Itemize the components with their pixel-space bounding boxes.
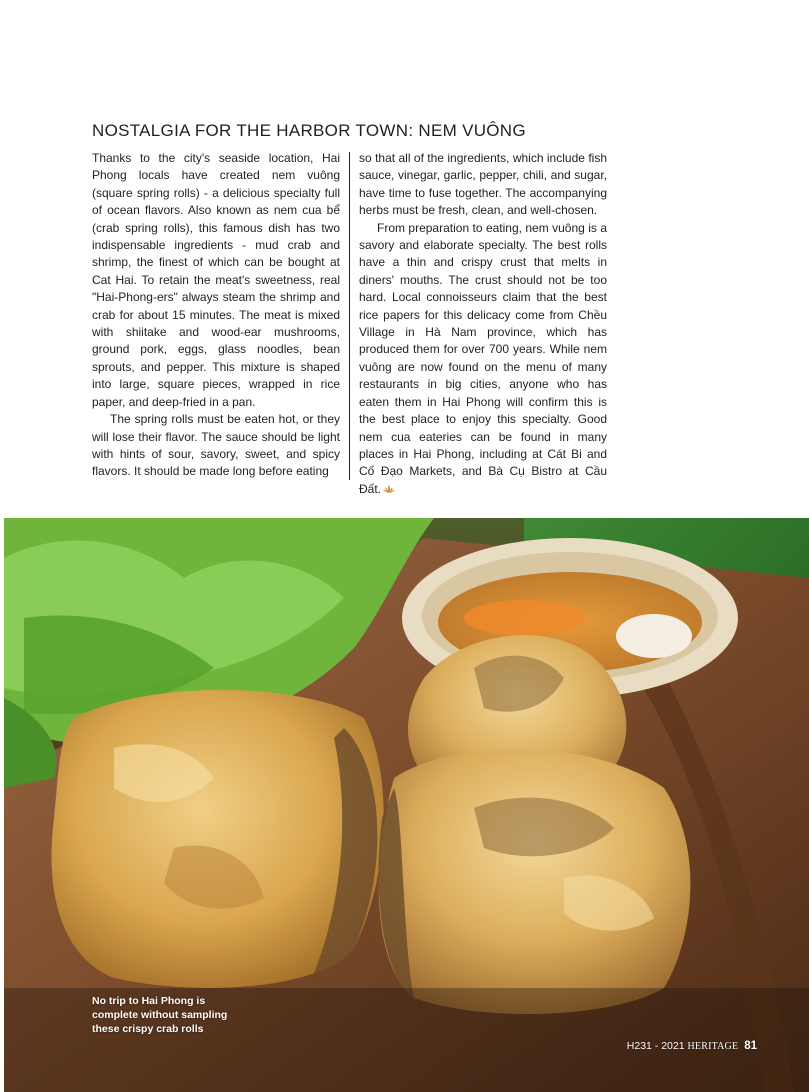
page-number: 81 bbox=[744, 1040, 757, 1052]
caption-line: these crispy crab rolls bbox=[92, 1023, 204, 1035]
paragraph: Thanks to the city's seaside location, Hai Phong locals have created nem vuông (square spring rolls) - a delicious specialty full of ocean flavors. Also known as nem cua bể (crab spring rolls), this famous dish has two indispensable ingredients - mud crab and shrimp, the finest of which can be bought at Cat Hai. To retain the meat's sweetness, real "Hai-Phong-ers" always steam the shrimp and crab for about 15 minutes. The meat is mixed with shiitake and wood-ear mushrooms, ground pork, eggs, glass noodles, bean sprouts, and pepper. This mixture is shaped into large, square pieces, wrapped in rice paper, and deep-fried in a pan. bbox=[92, 151, 340, 409]
paragraph-text: From preparation to eating, nem vuông is a savory and elaborate specialty. The best rolls have a thin and crispy crust that melts in diners' mouths. The crust should not be too hard. Local connoisseurs claim that the best rice papers for this delicacy come from Chều Village in Hà Nam province, which has produced them for over 700 years. While nem vuông are now found on the menu of many restaurants in big cities, anyone who has eaten them in Hai Phong will confirm this is the best place to enjoy this specialty. Good nem cua eateries can be found in many places in Hai Phong, including at Cát Bi and Cố Đạo Markets, and Bà Cụ Bistro at Cầu Đất. bbox=[359, 220, 607, 496]
magazine-brand: HERITAGE bbox=[687, 1041, 739, 1052]
paragraph: so that all of the ingredients, which include fish sauce, vinegar, garlic, pepper, chili, and sugar, have time to fuse together. The accompanying herbs must be fresh, clean, and well-chosen. bbox=[359, 151, 607, 218]
text-column-left bbox=[92, 150, 340, 481]
caption-line: complete without sampling bbox=[92, 1009, 228, 1021]
text-column-right bbox=[359, 150, 607, 498]
issue-label: H231 - 2021 bbox=[626, 1040, 685, 1052]
photo-caption bbox=[92, 994, 242, 1036]
caption-line: No trip to Hai Phong is bbox=[92, 995, 206, 1007]
paragraph: The spring rolls must be eaten hot, or they will lose their flavor. The sauce should be light with hints of sour, savory, sweet, and spicy flavors. It should be made long before eating bbox=[92, 412, 340, 479]
lotus-end-mark-icon bbox=[382, 484, 396, 494]
page-folio bbox=[627, 1040, 757, 1052]
paragraph-last bbox=[359, 220, 607, 499]
article-headline: NOSTALGIA FOR THE HARBOR TOWN: NEM VUÔNG bbox=[92, 121, 526, 140]
column-divider bbox=[349, 152, 350, 480]
